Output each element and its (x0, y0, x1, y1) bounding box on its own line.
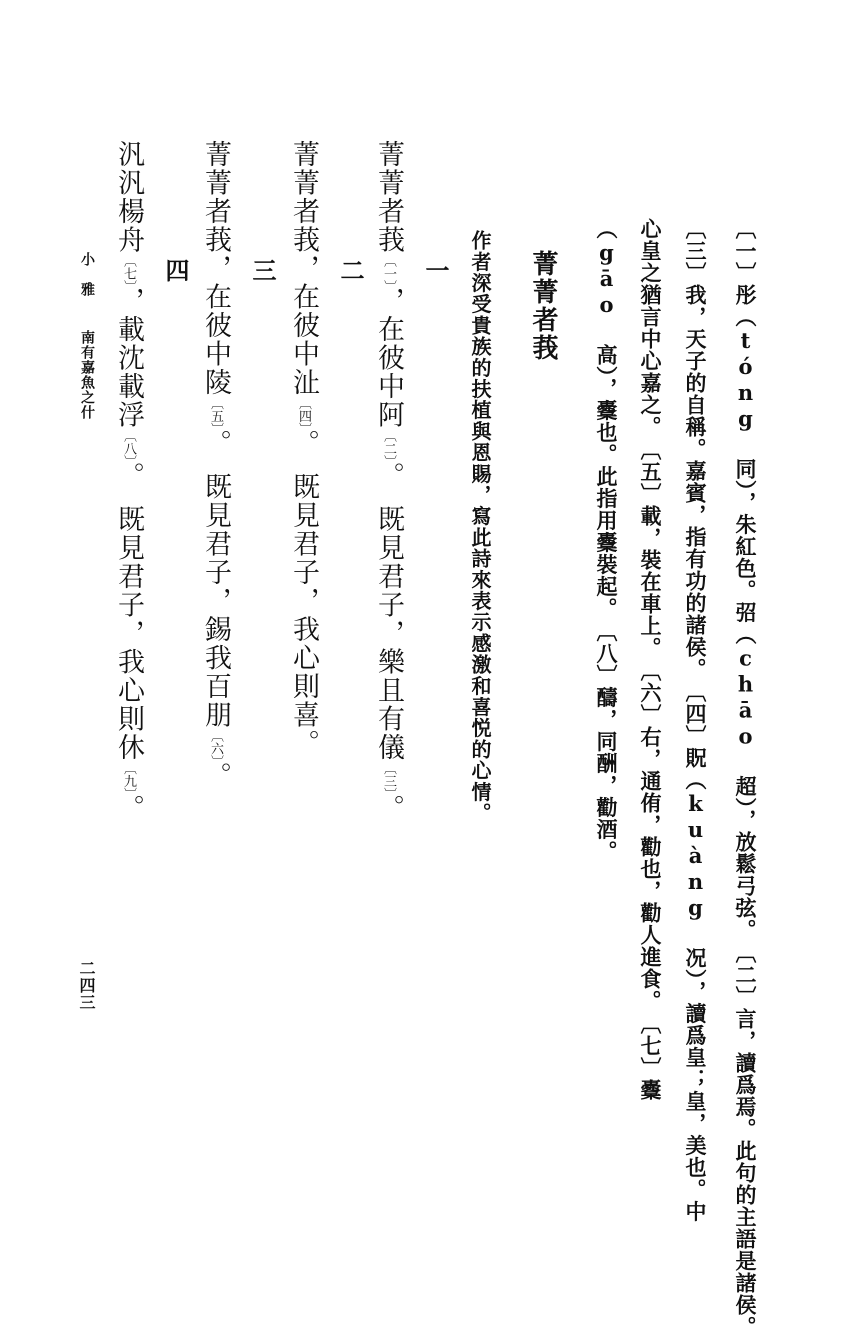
running-header-chapter: 南有嘉魚之什 (79, 330, 95, 420)
note-ref-1: 〔一〕 (381, 254, 396, 287)
note-ref-3: 〔三〕 (381, 761, 396, 794)
stanza-2-text (290, 140, 317, 758)
stanza-3-text (202, 140, 229, 790)
note-line-3: 心皇之猶言中心嘉之。 〔五〕載，裝在車上。 〔六〕右，通侑，勸也，勸人進食。 〔七〕櫜 (638, 218, 663, 1101)
stanza-1-text (375, 140, 402, 823)
stanza-4-line-d: 。 (113, 794, 144, 823)
page-number: 二四三 (77, 960, 96, 1011)
stanza-3-line-b: 。 既見君子，錫我百朋 (200, 429, 231, 729)
stanza-number-2: 二 (336, 258, 365, 282)
poem-title: 菁菁者莪 (528, 250, 558, 362)
stanza-number-4: 四 (161, 258, 190, 282)
stanza-3-line-a: 菁菁者莪，在彼中陵 (200, 140, 231, 397)
note-ref-7: 〔七〕 (121, 254, 136, 287)
note-ref-9: 〔九〕 (121, 761, 136, 794)
note-ref-8: 〔八〕 (121, 429, 136, 462)
note-ref-5: 〔五〕 (208, 396, 223, 429)
stanza-1-line-c: 。 既見君子，樂且有儀 (373, 461, 404, 762)
note-ref-2: 〔二〕 (381, 429, 396, 462)
stanza-4-text (115, 140, 142, 823)
stanza-1-line-b: ，在彼中阿 (373, 286, 404, 429)
stanza-2-line-b: 。 既見君子，我心則喜。 (288, 429, 319, 758)
stanza-1-line-d: 。 (373, 794, 404, 823)
stanza-4-line-b: ，載沈載浮 (113, 286, 144, 429)
note-line-4: （gāo 高），櫜也。此指用櫜裝起。 〔八〕醻，同酬，勸酒。 (594, 218, 619, 863)
stanza-2-line-a: 菁菁者莪，在彼中沚 (288, 140, 319, 397)
stanza-4-line-a: 汎汎楊舟 (113, 140, 144, 254)
note-ref-6: 〔六〕 (208, 729, 223, 762)
poem-preface: 作者深受貴族的扶植與恩賜，寫此詩來表示感激和喜悦的心情。 (468, 230, 492, 824)
stanza-4-line-c: 。 既見君子，我心則休 (113, 461, 144, 762)
stanza-3-line-c: 。 (200, 761, 231, 790)
running-header-section: 小 雅 (79, 252, 95, 297)
note-line-1: 〔一〕彤（tóng 同），朱紅色。弨（chāo 超），放鬆弓弦。 〔二〕言，讀爲焉。此句的主語是諸侯。 (733, 218, 758, 1338)
note-line-2: 〔三〕我，天子的自稱。嘉賓，指有功的諸侯。 〔四〕貺（kuàng 况），讀爲皇；皇，美也。中 (683, 218, 708, 1223)
stanza-number-3: 三 (248, 258, 277, 282)
stanza-1-line-a: 菁菁者莪 (373, 140, 404, 254)
stanza-number-1: 一 (421, 258, 450, 282)
note-ref-4: 〔四〕 (296, 396, 311, 429)
